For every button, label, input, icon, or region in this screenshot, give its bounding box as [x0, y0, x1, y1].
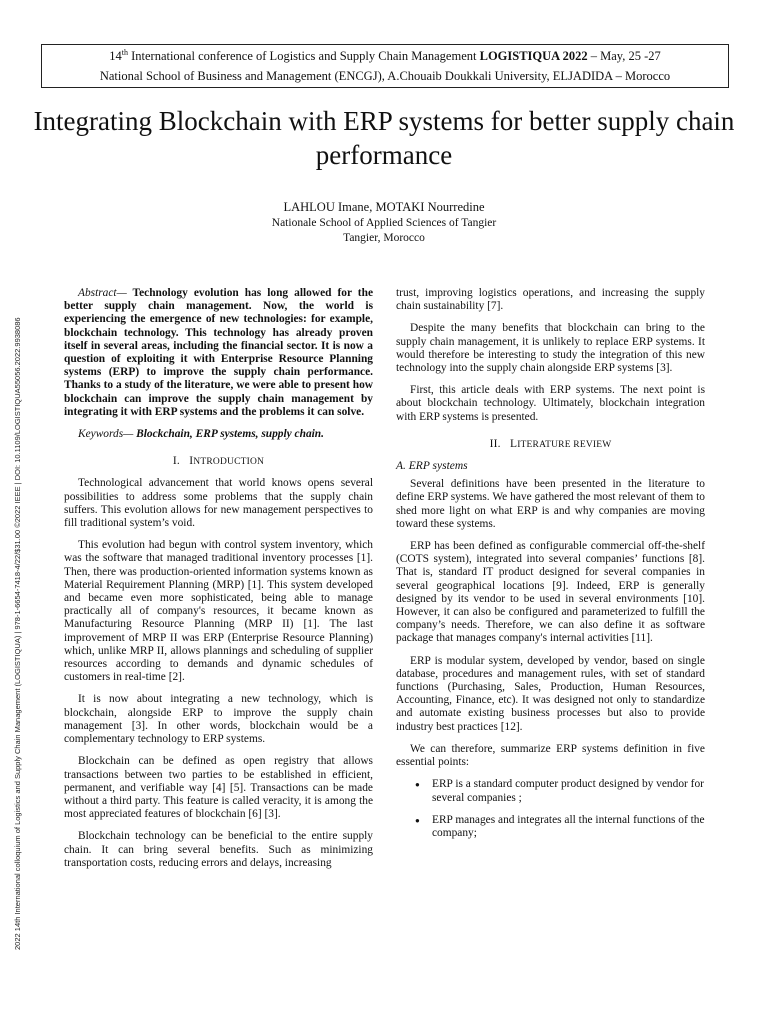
conference-line-1: 14th International conference of Logistics and Supply Chain Management LOGISTIQUA 2022 – May, 25 -27	[109, 47, 661, 63]
ieee-sidebar-doi: 2022 14th International colloquium of Logistics and Supply Chain Management (LOGISTIQUA) | 978-1-6654-7418-4/22/$31.00 ©2022 IEEE | DOI: 10.1109/LOGISTIQUA55056.2022.9938086	[13, 317, 22, 950]
conference-header	[41, 44, 729, 88]
abstract: Abstract— Technology evolution has long allowed for the better supply chain management. Now, the world is experiencing the emergence of new technologies: for example, blockchain technology. This technology has already proven itself in several areas, including the financial sector. It is now a question of exploiting it with Enterprise Resource Planning systems (ERP) to improve the supply chain performance. Thanks to a study of the literature, we were able to present how blockchain can improve the supply chain management by integrating it with ERP systems and the problems it can solve.	[64, 287, 373, 418]
keywords: Keywords— Blockchain, ERP systems, supply chain.	[78, 428, 324, 441]
paragraph: Blockchain technology can be beneficial to the entire supply chain. It can bring several benefits. Such as minimizing transportation costs, reducing errors and delays, increasing	[64, 830, 373, 869]
section-heading-literature-review: II. LITERATURE REVIEW	[489, 437, 612, 450]
paragraph: Technological advancement that world knows opens several possibilities to address some problems that the supply chain suffers. This evolution allows for new management perspectives to fill traditional system’s void.	[64, 477, 373, 530]
affiliation-line-1: Nationale School of Applied Sciences of Tangier	[271, 217, 497, 229]
paragraph: Despite the many benefits that blockchain can bring to the supply chain management, it is unlikely to replace ERP systems. It would therefore be interesting to study the integration of this new technology into the supply chain alongside ERP systems [3].	[396, 322, 705, 375]
right-column	[396, 287, 705, 849]
paragraph: We can therefore, summarize ERP systems definition in five essential points:	[396, 742, 705, 769]
paragraph: ERP is modular system, developed by vendor, based on single database, procedures and management rules, with set of standard functions (Purchasing, Sales, Production, Human Resources, Accounting, Finance, etc). It was designed not only to standardize and automate existing business processes but also to provide industry best practices [12].	[396, 654, 705, 733]
left-column	[64, 287, 373, 879]
paragraph: ERP has been defined as configurable commercial off-the-shelf (COTS system), integrated into several companies’ functions [8]. That is, standard IT product designed for several companies in several geographical locations [9]. Indeed, ERP is generally designed by its vendor to be used in several environments [10]. However, it can also be configured and parameterized to fulfill the company’s needs. Therefore, we can also define it as software package that manages company's internal activities [11].	[396, 540, 705, 645]
paper-title: Integrating Blockchain with ERP systems for better supply chain performance	[33, 106, 735, 170]
affiliation-line-2: Tangier, Morocco	[343, 232, 425, 244]
paragraph: It is now about integrating a new technology, which is blockchain, alongside ERP to improve the supply chain management [3]. In other words, blockchain would be a complementary technology to ERP systems.	[64, 693, 373, 746]
authors: LAHLOU Imane, MOTAKI Nourredine	[283, 200, 485, 214]
erp-definition-list	[396, 778, 705, 840]
list-item: ● ERP manages and integrates all the internal functions of the company;	[432, 814, 705, 840]
paragraph: trust, improving logistics operations, and increasing the supply chain sustainability [7].	[396, 287, 705, 313]
section-heading-introduction: I. INTRODUCTION	[172, 455, 265, 468]
paragraph: First, this article deals with ERP systems. The next point is about blockchain technology. Ultimately, blockchain integration with ERP systems is presented.	[396, 384, 705, 423]
conference-line-2: National School of Business and Management (ENCGJ), A.Chouaib Doukkali University, ELJADIDA – Morocco	[99, 69, 671, 83]
conference-name: LOGISTIQUA 2022	[479, 49, 588, 63]
paragraph: This evolution had begun with control system inventory, which was the software that managed traditional inventory processes [1]. Then, there was production-oriented information systems known as Material Requirement Planning (MRP) [1]. This system developed and became even more sophisticated, being able to manage practically all of company's resources, it became known as Manufacturing Resource Planning (MRP II) [1]. The last improvement of MRP II was ERP (Enterprise Resource Planning) which, unlike MRP II, allows plannings and scheduling of supplier resources according to demands and dynamic schedules of customers in real-time [2].	[64, 539, 373, 684]
paragraph: Blockchain can be defined as open registry that allows transactions between two parties to be established in efficient, permanent, and verifiable way [4] [5]. Transactions can be made without a third party. This feature is called veracity, it is among the most appreciated features of blockchain [6] [3].	[64, 755, 373, 821]
paragraph: Several definitions have been presented in the literature to define ERP systems. We have gathered the most relevant of them to shed more light on what ERP is and why companies are moving toward these systems.	[396, 478, 705, 530]
list-item: ● ERP is a standard computer product designed by vendor for several companies ;	[432, 778, 705, 804]
subsection-heading-erp-systems: A. ERP systems	[396, 460, 468, 473]
